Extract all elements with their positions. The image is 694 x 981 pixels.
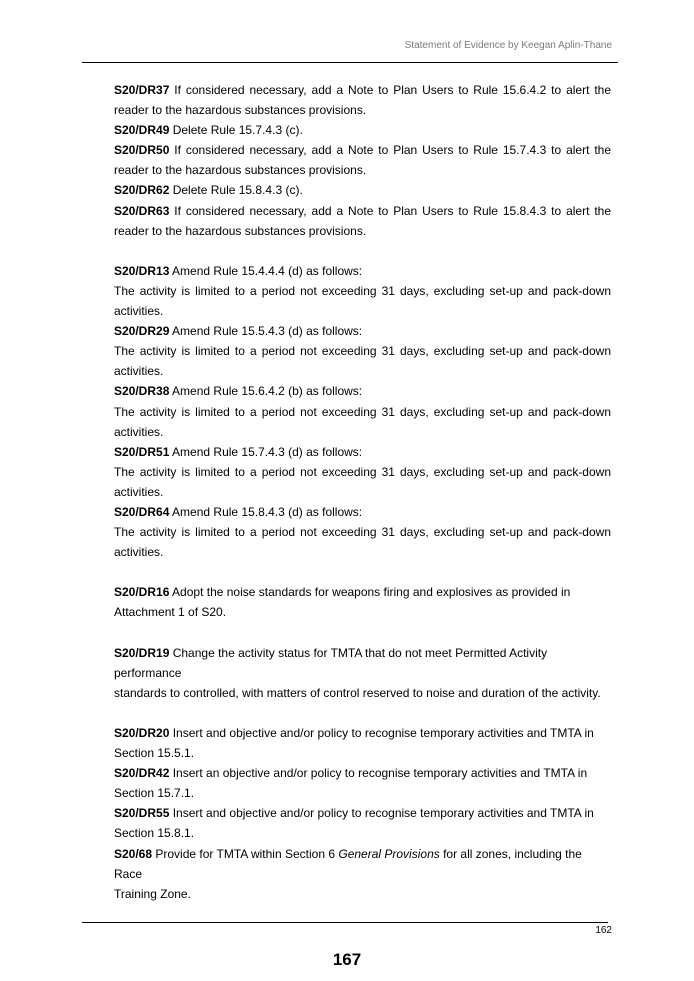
paragraph-text: Insert and objective and/or policy to recognise temporary activities and TMTA in (169, 806, 594, 821)
decision-code: S20/DR50 (114, 143, 170, 158)
decision-code: S20/DR20 (114, 726, 170, 740)
paragraph-dr20-cont: Section 15.5.1. (114, 746, 195, 761)
amendment-text: The activity is limited to a period not exceeding 31 days, excluding set-up and pack-down activities. (114, 525, 611, 560)
amendment-text: The activity is limited to a period not exceeding 31 days, excluding set-up and pack-down activities. (114, 344, 611, 379)
paragraph-dr64 (114, 502, 611, 522)
decision-code: S20/DR55 (114, 806, 170, 821)
paragraph-text: Amend Rule 15.7.4.3 (d) as follows: (169, 444, 363, 459)
paragraph-dr19-cont: standards to controlled, with matters of control reserved to noise and duration of the activity. (114, 685, 601, 700)
decision-code: S20/DR64 (114, 504, 170, 519)
paragraph-68 (114, 844, 611, 884)
paragraph-dr62 (114, 180, 611, 200)
page-number: 162 (595, 925, 612, 936)
paragraph-dr63 (114, 201, 611, 241)
amendment-text: The activity is limited to a period not exceeding 31 days, excluding set-up and pack-down activities. (114, 404, 611, 439)
paragraph-dr38 (114, 381, 611, 401)
paragraph-text: Delete Rule 15.8.4.3 (c). (169, 183, 303, 198)
paragraph-dr51 (114, 442, 611, 462)
decision-code: S20/DR62 (114, 183, 170, 198)
decision-code: S20/DR38 (114, 384, 170, 399)
footer-rule (82, 922, 608, 923)
paragraph-dr55 (114, 803, 611, 823)
decision-code: S20/DR49 (114, 123, 170, 138)
paragraph-text: Adopt the noise standards for weapons firing and explosives as provided in (169, 585, 571, 600)
decision-code: S20/DR19 (114, 645, 170, 660)
amendment-text: The activity is limited to a period not exceeding 31 days, excluding set-up and pack-down activities. (114, 464, 611, 499)
paragraph-68-cont: Training Zone. (114, 886, 191, 901)
paragraph-text: If considered necessary, add a Note to Plan Users to Rule 15.6.4.2 to alert the reader to the hazardous substances provisions. (114, 83, 611, 118)
paragraph-text: Insert and objective and/or policy to recognise temporary activities and TMTA in (169, 726, 594, 740)
bundle-page-number: 167 (332, 950, 362, 969)
paragraph-dr55-cont: Section 15.8.1. (114, 826, 195, 841)
paragraph-dr37 (114, 80, 611, 120)
italic-reference: General Provisions (338, 846, 440, 861)
paragraph-text: Amend Rule 15.5.4.3 (d) as follows: (169, 324, 363, 339)
decision-code: S20/DR37 (114, 83, 170, 97)
paragraph-text: If considered necessary, add a Note to Plan Users to Rule 15.8.4.3 to alert the reader to the hazardous substances provisions. (114, 203, 611, 238)
paragraph-text: Amend Rule 15.4.4.4 (d) as follows: (169, 263, 363, 278)
paragraph-dr16-cont: Attachment 1 of S20. (114, 605, 227, 620)
paragraph-dr50 (114, 140, 611, 180)
paragraph-dr49 (114, 120, 611, 140)
paragraph-text: for all zones, including the Race (114, 846, 582, 881)
paragraph-text: Provide for TMTA within Section 6 (152, 846, 339, 861)
paragraph-dr20 (114, 723, 611, 743)
decision-code: S20/DR42 (114, 766, 170, 781)
paragraph-text: Amend Rule 15.6.4.2 (b) as follows: (169, 384, 363, 399)
amendment-text: The activity is limited to a period not exceeding 31 days, excluding set-up and pack-down activities. (114, 283, 611, 319)
running-header: Statement of Evidence by Keegan Aplin-Thane (404, 40, 612, 51)
paragraph-text: Amend Rule 15.8.4.3 (d) as follows: (169, 504, 363, 519)
page-body (114, 80, 611, 904)
paragraph-dr19 (114, 643, 611, 683)
decision-code: S20/DR13 (114, 263, 170, 278)
header-rule (82, 62, 618, 63)
paragraph-dr13 (114, 261, 611, 281)
decision-code: S20/DR29 (114, 324, 170, 339)
paragraph-dr42-cont: Section 15.7.1. (114, 786, 195, 801)
paragraph-text: Change the activity status for TMTA that do not meet Permitted Activity performance (114, 645, 548, 680)
paragraph-dr16 (114, 582, 611, 602)
paragraph-dr42 (114, 763, 611, 783)
paragraph-text: If considered necessary, add a Note to Plan Users to Rule 15.7.4.3 to alert the reader to the hazardous substances provisions. (114, 143, 611, 178)
paragraph-dr29 (114, 321, 611, 341)
paragraph-text: Insert an objective and/or policy to recognise temporary activities and TMTA in (169, 766, 588, 781)
decision-code: S20/DR63 (114, 203, 170, 218)
decision-code: S20/DR51 (114, 444, 170, 459)
paragraph-text: Delete Rule 15.7.4.3 (c). (169, 123, 303, 138)
decision-code: S20/DR16 (114, 585, 170, 600)
decision-code: S20/68 (114, 846, 153, 861)
